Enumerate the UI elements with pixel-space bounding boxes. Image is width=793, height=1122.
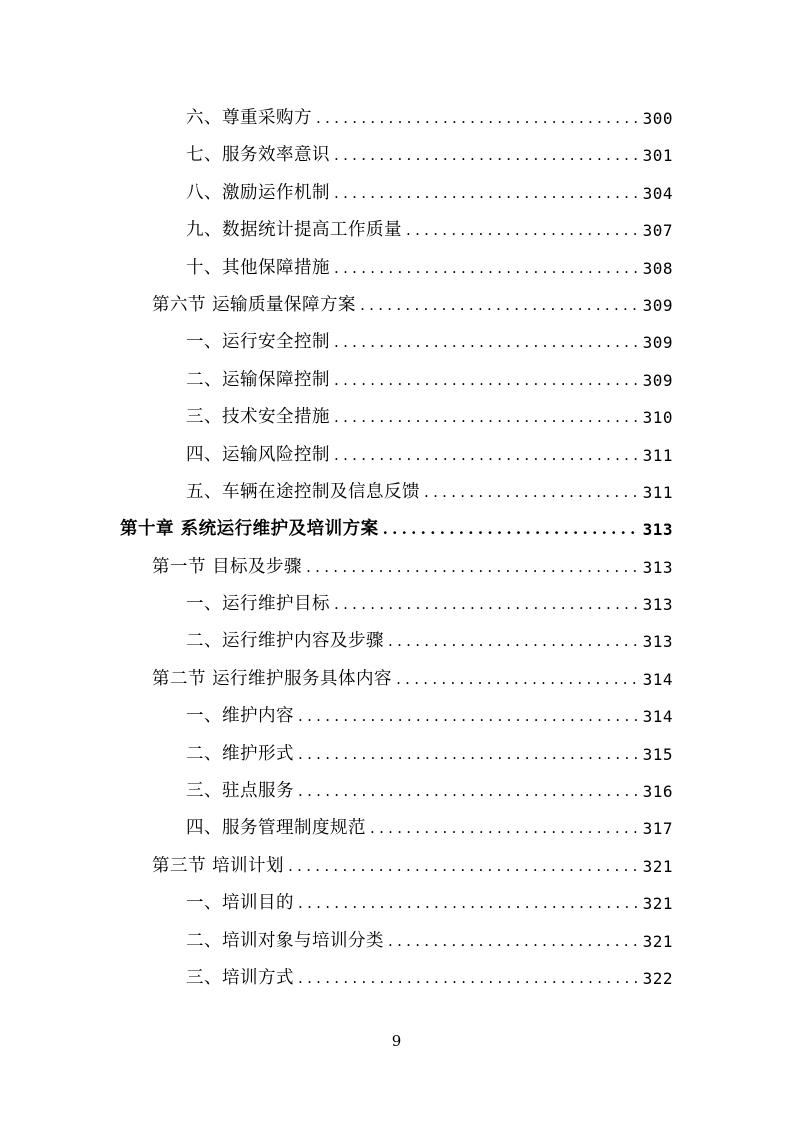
toc-entry-item[interactable] <box>0 885 793 922</box>
toc-entry-title: 三、驻点服务 <box>186 781 294 802</box>
toc-dot-leader <box>360 287 637 324</box>
toc-entry-title: 二、培训对象与培训分类 <box>186 930 384 951</box>
toc-entry-page-number: 321 <box>642 931 673 951</box>
toc-dot-leader <box>334 324 637 361</box>
toc-dot-leader <box>334 362 637 399</box>
toc-entry-title: 十、其他保障措施 <box>186 257 330 278</box>
toc-dot-leader <box>406 212 637 249</box>
toc-entry-title: 三、培训方式 <box>186 967 294 988</box>
page-number: 9 <box>391 1032 402 1050</box>
toc-entry-item[interactable] <box>0 698 793 735</box>
toc-entry-page-number: 314 <box>642 707 673 727</box>
toc-entry-title: 四、服务管理制度规范 <box>186 818 366 839</box>
toc-entry-item[interactable] <box>0 773 793 810</box>
toc-entry-item[interactable] <box>0 324 793 361</box>
toc-entry-page-number: 309 <box>642 333 673 353</box>
toc-entry-page-number: 315 <box>642 744 673 764</box>
toc-entry-page-number: 311 <box>642 482 673 502</box>
toc-entry-title: 三、技术安全措施 <box>186 407 330 428</box>
toc-entry-section[interactable] <box>0 848 793 885</box>
toc-entry-title: 八、激励运作机制 <box>186 182 330 203</box>
toc-entry-page-number: 314 <box>642 669 673 689</box>
toc-entry-item[interactable] <box>0 137 793 174</box>
toc-entry-item[interactable] <box>0 923 793 960</box>
toc-entry-page-number: 304 <box>642 183 673 203</box>
toc-entry-section[interactable] <box>0 549 793 586</box>
toc-entry-title: 一、运行维护目标 <box>186 594 330 615</box>
toc-dot-leader <box>396 661 637 698</box>
toc-entry-item[interactable] <box>0 736 793 773</box>
toc-entry-title: 五、车辆在途控制及信息反馈 <box>186 481 420 502</box>
toc-entry-page-number: 300 <box>642 109 673 128</box>
toc-entry-page-number: 308 <box>642 258 673 278</box>
toc-entry-item[interactable] <box>0 399 793 436</box>
toc-dot-leader <box>388 623 637 660</box>
toc-entry-section[interactable] <box>0 661 793 698</box>
toc-entry-item[interactable] <box>0 586 793 623</box>
toc-entry-item[interactable] <box>0 960 793 997</box>
toc-entry-title: 二、运行维护内容及步骤 <box>186 631 384 652</box>
toc-entry-title: 九、数据统计提高工作质量 <box>186 220 402 241</box>
toc-entry-title: 七、服务效率意识 <box>186 145 330 166</box>
toc-entry-page-number: 313 <box>642 520 673 540</box>
toc-dot-leader <box>334 399 637 436</box>
toc-entry-item[interactable] <box>0 175 793 212</box>
toc-dot-leader <box>298 960 637 997</box>
toc-entry-section[interactable] <box>0 287 793 324</box>
toc-entry-page-number: 311 <box>642 445 673 465</box>
toc-entry-title: 二、运输保障控制 <box>186 369 330 390</box>
toc-entry-page-number: 313 <box>642 595 673 615</box>
toc-entry-page-number: 307 <box>642 221 673 241</box>
toc-entry-item[interactable] <box>0 623 793 660</box>
toc-entry-page-number: 316 <box>642 782 673 802</box>
toc-entry-page-number: 321 <box>642 856 673 876</box>
toc-entry-title: 第一节 目标及步骤 <box>152 556 303 577</box>
toc-entry-title: 四、运输风险控制 <box>186 444 330 465</box>
toc-entry-title: 一、维护内容 <box>186 706 294 727</box>
toc-entry-item[interactable] <box>0 362 793 399</box>
toc-entry-title: 二、维护形式 <box>186 743 294 764</box>
toc-entry-page-number: 321 <box>642 894 673 914</box>
toc-entry-title: 第二节 运行维护服务具体内容 <box>152 668 393 689</box>
toc-dot-leader <box>334 137 637 174</box>
toc-dot-leader <box>288 848 637 885</box>
toc-dot-leader <box>383 511 637 548</box>
toc-entry-chapter[interactable] <box>0 511 793 548</box>
toc-entry-page-number: 301 <box>642 146 673 166</box>
toc-dot-leader <box>298 773 637 810</box>
toc-entry-title: 第三节 培训计划 <box>152 855 285 876</box>
toc-dot-leader <box>334 250 637 287</box>
toc-entry-title: 第六节 运输质量保障方案 <box>152 294 357 315</box>
toc-entry-page-number: 322 <box>642 968 673 988</box>
toc-dot-leader <box>370 810 637 847</box>
toc-dot-leader <box>334 586 637 623</box>
toc-entry-item[interactable] <box>0 212 793 249</box>
toc-entry-item[interactable] <box>0 100 793 137</box>
toc-dot-leader <box>388 923 637 960</box>
toc-entry-page-number: 309 <box>642 370 673 390</box>
toc-dot-leader <box>334 437 637 474</box>
toc-entry-title: 一、运行安全控制 <box>186 332 330 353</box>
toc-dot-leader <box>334 175 637 212</box>
table-of-contents <box>0 100 793 997</box>
toc-entry-item[interactable] <box>0 810 793 847</box>
toc-entry-page-number: 317 <box>642 819 673 839</box>
toc-dot-leader <box>298 698 637 735</box>
toc-entry-item[interactable] <box>0 437 793 474</box>
toc-dot-leader <box>298 736 637 773</box>
toc-entry-page-number: 313 <box>642 557 673 577</box>
toc-entry-item[interactable] <box>0 474 793 511</box>
toc-entry-page-number: 313 <box>642 632 673 652</box>
toc-entry-title: 第十章 系统运行维护及培训方案 <box>120 519 379 540</box>
toc-dot-leader <box>424 474 637 511</box>
toc-entry-page-number: 309 <box>642 295 673 315</box>
toc-dot-leader <box>306 549 637 586</box>
toc-entry-title: 一、培训目的 <box>186 893 294 914</box>
toc-entry-page-number: 310 <box>642 408 673 428</box>
toc-entry-item[interactable] <box>0 250 793 287</box>
toc-entry-title: 六、尊重采购方 <box>186 108 312 128</box>
toc-dot-leader <box>316 100 637 137</box>
toc-dot-leader <box>298 885 637 922</box>
